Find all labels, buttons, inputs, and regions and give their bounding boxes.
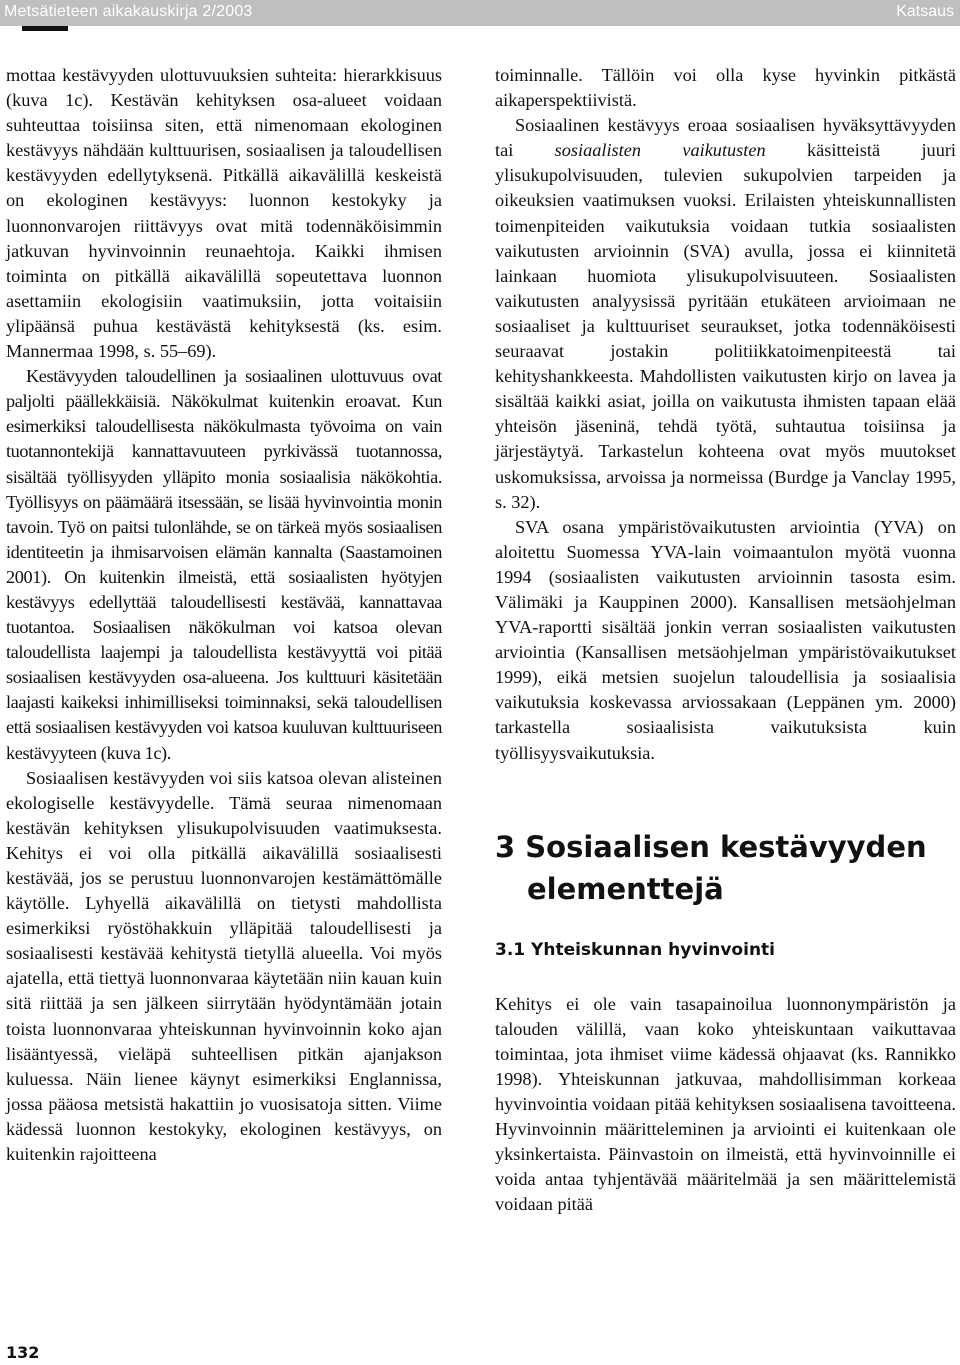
body-paragraph: toiminnalle. Tällöin voi olla kyse hyvinkin pitkästä aikaperspektiivistä. [495, 65, 956, 111]
italic-term: sosiaalisten vaikutusten [554, 140, 766, 161]
right-column [495, 63, 956, 1333]
body-paragraph: SVA osana ympäristövaikutusten arviointia (YVA) on aloitettu Suomessa YVA-lain voimaantulon myötä vuonna 1994 (sosiaalisten vaikutusten arvioinnin tasosta esim. Välimäki ja Kauppinen 2000). Kansallisen metsäohjelman YVA-raportti sisältää jonkin verran sosiaalisten vaikutusten arviointia (Kansallisen metsäohjelman ympäristövaikutukset 1999), eikä metsien suojelun taloudellisia ja sosiaalisia vaikutuksia koskevassa arviossakaan (Leppänen ym. 2000) tarkastella sosiaalisista vaikutuksista kuin työllisyysvaikutuksia. [495, 516, 956, 763]
journal-title: Metsätieteen aikakauskirja 2/2003 [4, 3, 253, 20]
body-paragraph: Kestävyyden taloudellinen ja sosiaalinen ulottuvuus ovat paljolti päällekkäisiä. Näkökulmat kuitenkin eroavat. Kun esimerkiksi taloudellisesta näkökulmasta työvoima on vain tuotannontekijä kannattavuuteen pyrkivässä tuotannossa, sisältää työllisyyden ylläpito monia sosiaalisia näkökohtia. Työllisyys on päämäärä itsessään, se lisää hyvinvointia monin tavoin. Työ on paitsi tulonlähde, se on tärkeä myös sosiaalisen identiteetin ja ihmisarvoisen elämän kannalta (Saastamoinen 2001). On kuitenkin ilmeistä, että sosiaalisten hyötyjen kestävyys edellyttää taloudellisesti kestävää, kannattavaa tuotantoa. Sosiaalisen näkökulman voi katsoa olevan taloudellista laajempi ja taloudellista kestävyyttä voi pitää sosiaalisen kestävyyden osa-alueena. Jos kulttuuri käsitetään laajasti kaikeksi inhimilliseksi toiminnaksi, sekä taloudellisen että sosiaalisen kestävyyden voi katsoa kuuluvan kulttuuriseen kestävyyteen (kuva 1c). [6, 366, 442, 763]
header-accent-bar [22, 26, 68, 31]
body-paragraph: Kehitys ei ole vain tasapainoilua luonnonympäristön ja talouden välillä, vaan koko yhteiskuntaan vaikuttavaa toimintaa, jota ihmiset viime kädessä ohjaavat (ks. Rannikko 1998). Yhteiskunnan jatkuvaa, mahdollisimman korkeaa hyvinvointia voidaan pitää kehityksen sosiaalisena tavoitteena. Hyvinvoinnin määritteleminen ja arviointi ei kuitenkaan ole yksinkertaista. Päinvastoin on ilmeistä, että hyvinvoinnille ei voida antaa tyhjentävää määritelmää ja sen määrittelemistä voidaan pitää [495, 993, 956, 1215]
running-header [0, 0, 960, 26]
page-number: 132 [6, 1343, 40, 1362]
section-heading: 3 Sosiaalisen kestävyyden elementtejä [495, 829, 927, 906]
subsection-heading: 3.1 Yhteiskunnan hyvinvointi [495, 939, 775, 960]
text-run: Sosiaalinen kestävyys eroaa sosiaalisen hyväksyttävyyden tai [495, 115, 956, 161]
body-paragraph: mottaa kestävyyden ulottuvuuksien suhteita: hierarkkisuus (kuva 1c). Kestävän kehityksen osa-alueet voidaan suhteuttaa toisiinsa siten, että nimenomaan ekologinen kestävyys nähdään kulttuurisen, sosiaalisen ja taloudellisen kestävyyden edellytyksenä. Pitkällä aikavälillä keskeistä on ekologinen kestävyys: luonnon kestokyky ja luonnonvarojen riittävyys ovat mitä todennäköisimmin jatkuvan hyvinvoinnin reunaehtoja. Kaikki ihmisen toiminta on pitkällä aikavälillä sopeutettava luonnon asettamiin ekologisiin vaatimuksiin, jotta voitaisiin ylipäänsä puhua kestävästä kehityksestä (ks. esim. Mannermaa 1998, s. 55–69). [6, 65, 442, 362]
left-column [6, 63, 442, 1333]
section-label: Katsaus [896, 3, 954, 20]
body-paragraph [495, 113, 956, 515]
body-paragraph: Sosiaalisen kestävyyden voi siis katsoa olevan alisteinen ekologiselle kestävyydelle. Tämä seuraa nimenomaan kestävän kehityksen ylisukupolvisuuden vaatimuksesta. Kehitys ei voi olla pitkällä aikavälillä sosiaalisesti kestävää, jos se perustuu luonnonvarojen kestämättömälle käytölle. Lyhyellä aikavälillä on tietysti mahdollista esimerkiksi ryöstöhakkuin ylläpitää taloudellisesti ja sosiaalisesti kestävää kehitystä tietyllä alueella. Voi myös ajatella, että tiettyä luonnonvaraa käytetään niin kauan kuin sitä riittää ja sen jälkeen siirrytään hyödyntämään jotain toista luonnonvaraa yhteiskunnan hyvinvoinnin koko ajan lisääntyessä, vieläpä suhteellisen pitkän ajanjakson kuluessa. Näin lienee käynyt esimerkiksi Englannissa, jossa pääosa metsistä hakattiin jo vuosisatoja sitten. Viime kädessä luonnon kestokyky, ekologinen kestävyys, on kuitenkin rajoitteena [6, 767, 442, 1165]
text-run: käsitteistä juuri ylisukupolvisuuden, tulevien sukupolvien tarpeiden ja oikeuksien vaatimuksen vuoksi. Erilaisten yhteiskunnallisten toimenpiteiden vaikutuksia voidaan tutkia sosiaalisten vaikutusten arvioinnin (SVA) avulla, jossa ei kiinnitetä lainkaan huomiota ylisukupolvisuuteen. Sosiaalisten vaikutusten analyysissä pyritään etukäteen arvioimaan ne sosiaaliset ja kulttuuriset seuraukset, jotka todennäköisesti seuraavat jostakin politiikkatoimenpiteestä tai kehityshankkeesta. Mahdollisten vaikutusten kirjo on lavea ja sisältää kaikki asiat, joilla on vaikutusta ihmisten tapaan elää yhteisön jäseninä, tehdä työtä, suhtautua toisiinsa ja järjestäytyä. Tarkastelun kohteena ovat myös muutokset uskomuksissa, arvoissa ja normeissa (Burdge ja Vanclay 1995, s. 32). [495, 140, 957, 512]
